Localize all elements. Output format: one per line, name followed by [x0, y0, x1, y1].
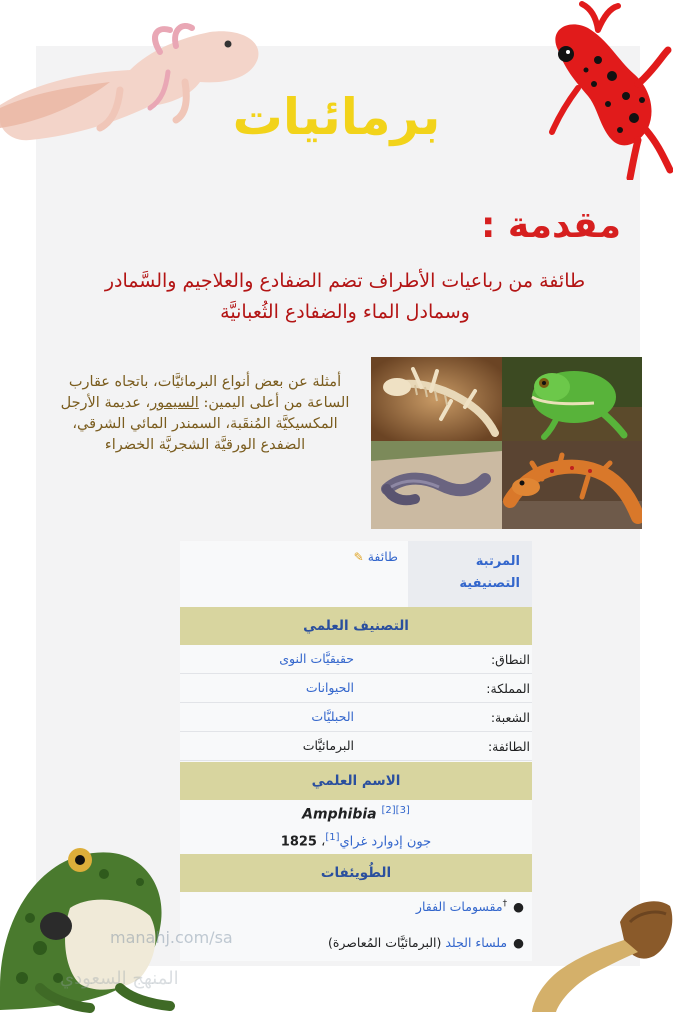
subtaxa-heading: الطُويئفات	[180, 854, 532, 892]
scientific-name-refs[interactable]: [2][3]	[381, 805, 410, 816]
intro-line-1: طائفة من رباعيات الأطراف تضم الضفادع والعلاجيم والسَّمادر	[104, 270, 586, 292]
subtaxon-link[interactable]: مقسومات الفقار	[415, 899, 503, 915]
list-item	[328, 935, 524, 950]
kingdom-label: المملكة:	[486, 681, 530, 696]
amphibian-photo-collage	[371, 357, 642, 529]
intro-paragraph	[60, 266, 630, 328]
phylum-row	[180, 703, 532, 732]
bullet-icon: ●	[513, 935, 524, 950]
watermark-url: manahj.com/sa	[110, 928, 233, 947]
domain-value-link[interactable]: حقيقيَّات النوى	[279, 651, 354, 666]
class-label: الطائفة:	[487, 739, 530, 754]
domain-row	[180, 645, 532, 674]
green-tree-frog-photo	[502, 357, 642, 441]
subtaxon-link[interactable]: ملساء الجلد	[445, 935, 508, 950]
class-row	[180, 732, 532, 761]
eastern-newt-photo	[502, 441, 642, 529]
author-separator: ،	[316, 834, 326, 850]
caption-underlined-link[interactable]: السيمور	[150, 395, 199, 411]
list-item	[416, 899, 524, 914]
scientific-name-text: Amphibia	[302, 806, 377, 823]
taxonomic-rank-value[interactable]	[354, 549, 398, 564]
watermark-arabic: المنهج السعودي	[60, 968, 179, 989]
author-ref[interactable]: [1]	[325, 832, 340, 843]
caecilian-photo	[371, 441, 502, 529]
author-year: 1825	[280, 834, 317, 850]
kingdom-value-link[interactable]: الحيوانات	[305, 680, 354, 695]
bullet-icon: ●	[513, 899, 524, 915]
seymouria-fossil-photo	[371, 357, 502, 441]
pencil-icon[interactable]: ✎	[353, 550, 364, 564]
scientific-name	[180, 805, 532, 823]
author-name-link[interactable]: جون إدوارد غراي	[339, 834, 432, 850]
phylum-value-link[interactable]: الحبليَّات	[311, 709, 354, 724]
page-title: برمائيات	[232, 88, 441, 146]
domain-label: النطاق:	[490, 652, 530, 667]
class-value: البرمائيَّات	[302, 738, 354, 753]
rank-label-line-1: المرتبة	[475, 554, 520, 569]
rank-label-line-2: التصنيفية	[459, 576, 520, 591]
caption-part-2: ، عديمة الأرجل المكسيكيَّة المُنقَبة، السمندر المائي الشرقي، الضفدع الورقيَّة الشجريَّة الخضراء	[60, 395, 338, 453]
scientific-author	[180, 832, 532, 849]
intro-heading: مقدمة :	[480, 205, 621, 246]
rank-value-link[interactable]: طائفة	[367, 549, 398, 564]
subtaxon-note: (البرمائيَّات المُعاصرة)	[327, 935, 446, 950]
extinct-mark: †	[502, 899, 508, 909]
taxonomic-rank-label[interactable]	[408, 541, 532, 607]
caption-part-1: أمثلة عن بعض أنواع البرمائيَّات، باتجاه عقارب الساعة من أعلى اليمين:	[68, 374, 350, 411]
taxonomic-rank-row	[180, 541, 532, 607]
scientific-name-heading: الاسم العلمي	[180, 762, 532, 800]
intro-line-2: وسمادل الماء والضفادع الثُعبانيَّة	[220, 301, 470, 323]
tadpole-illustration	[520, 882, 673, 1014]
phylum-label: الشعبة:	[490, 710, 530, 725]
taxobox	[180, 541, 532, 961]
classification-heading: التصنيف العلمي	[180, 607, 532, 645]
kingdom-row	[180, 674, 532, 703]
photo-caption	[58, 372, 352, 456]
